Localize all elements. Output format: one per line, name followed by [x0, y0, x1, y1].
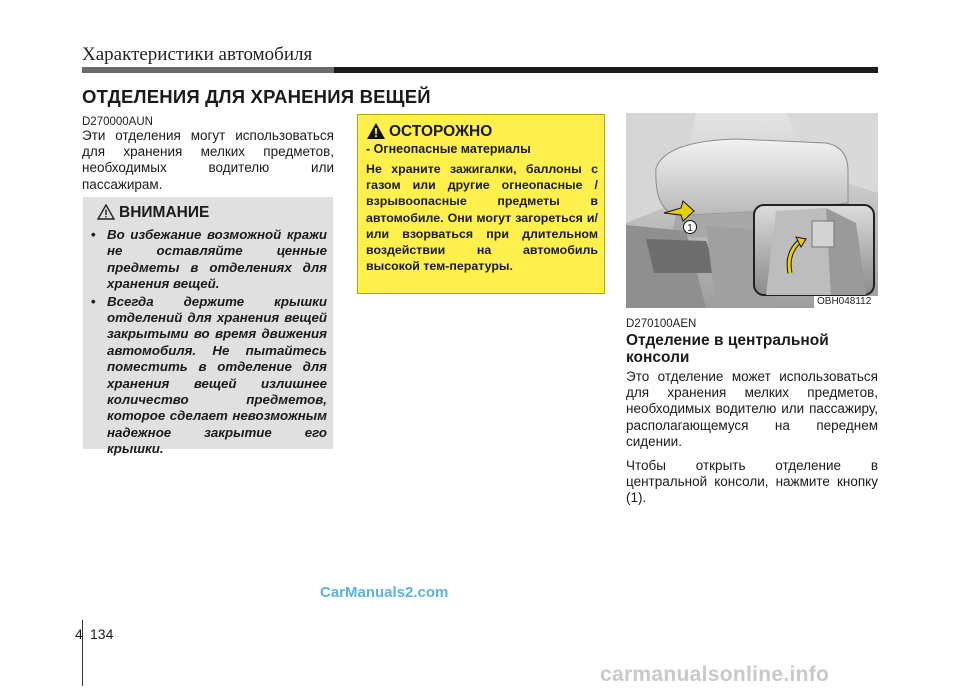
watermark-carmanuals2[interactable]: CarManuals2.com — [320, 584, 449, 601]
warning-icon — [97, 204, 115, 220]
caution-box — [357, 114, 605, 294]
console-paragraph-2: Чтобы открыть отделение в центральной консоли, нажмите кнопку (1). — [626, 458, 878, 506]
intro-text: Эти отделения могут использоваться для хранения мелких предметов, необходимых водителю или пассажирам. — [82, 128, 334, 192]
console-code: D270100AEN — [626, 318, 697, 330]
header-title: Характеристики автомобиля — [82, 44, 313, 65]
warning-icon — [366, 122, 386, 140]
armrest-illustration — [626, 113, 878, 308]
page-number: 134 — [90, 626, 114, 642]
notice-item: • Во избежание возможной кражи не оставляйте ценные предметы в отделениях для хранения вещей. — [91, 227, 327, 292]
header-rule-accent — [82, 67, 334, 73]
notice-box — [83, 197, 333, 457]
caution-heading: ОСТОРОЖНО — [389, 123, 493, 140]
console-photo — [626, 113, 878, 308]
watermark-carmanualsonline[interactable]: carmanualsonline.info — [600, 663, 830, 686]
callout-number: 1 — [687, 223, 693, 234]
console-paragraph-1: Это отделение может использоваться для хранения мелких предметов, необходимых водителю или пассажиру, располагающемуся на переднем сидении. — [626, 369, 878, 449]
figure-code: OBH048112 — [817, 296, 872, 307]
console-title: Отделение в центральной консоли — [626, 332, 829, 366]
section-title: ОТДЕЛЕНИЯ ДЛЯ ХРАНЕНИЯ ВЕЩЕЙ — [82, 86, 431, 107]
caution-text: Не храните зажигалки, баллоны с газом или другие огнеопасные / взрывоопасные предметы в автомобиле. Они могут загореться и/или взорваться при длительном воздействии на автомобиль высокой тем-пературы. — [366, 162, 598, 274]
notice-list — [91, 227, 327, 459]
page-chapter: 4 — [75, 626, 83, 642]
notice-item: • Всегда держите крышки отделений для хранения вещей закрытыми во время движения автомобиля. Не пытайтесь поместить в отделение для хранения вещей излишнее количество предметов, которое сделает невозможным надежное закрытие его крышки. — [91, 293, 327, 457]
notice-heading: ВНИМАНИЕ — [119, 204, 210, 221]
intro-code: D270000AUN — [82, 116, 153, 128]
caution-subheading: - Огнеопасные материалы — [366, 142, 531, 156]
